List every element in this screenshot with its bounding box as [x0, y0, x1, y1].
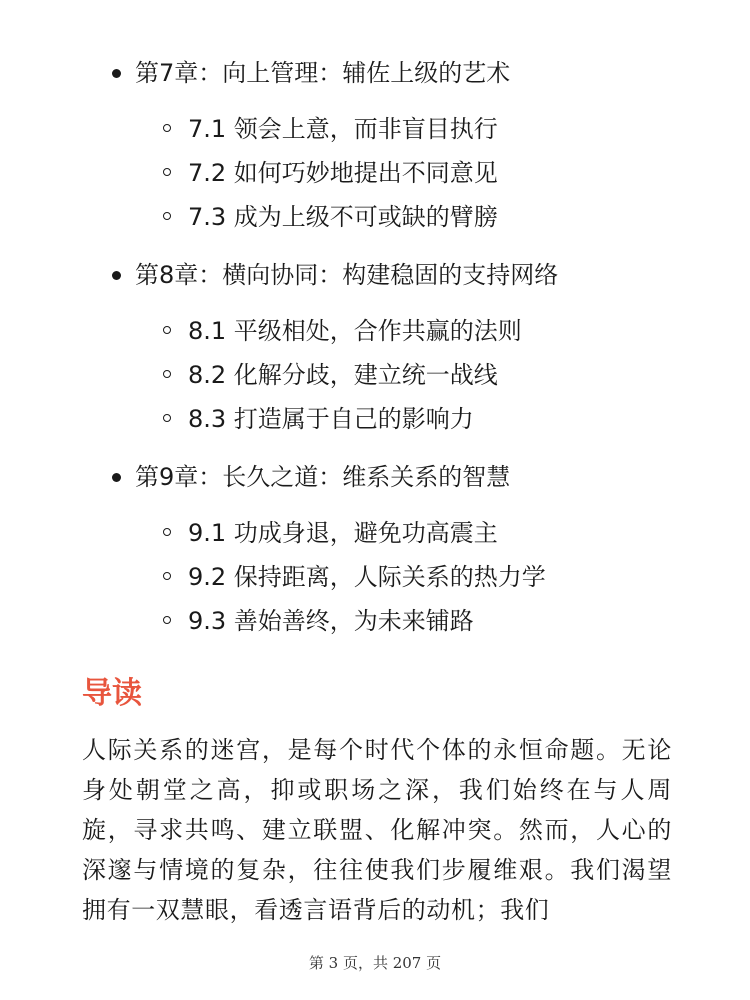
section-title: 7.3 成为上级不可或缺的臂膀 [188, 203, 498, 231]
section-list [0, 107, 750, 239]
section-item [0, 309, 750, 353]
circle-bullet-icon [163, 528, 171, 536]
section-item [0, 151, 750, 195]
chapter-item [0, 254, 750, 296]
circle-bullet-icon [163, 212, 171, 220]
section-title: 8.1 平级相处，合作共赢的法则 [188, 317, 522, 345]
bullet-icon [112, 69, 121, 78]
section-item [0, 397, 750, 441]
chapter-8 [0, 254, 750, 441]
section-list [0, 309, 750, 441]
circle-bullet-icon [163, 370, 171, 378]
circle-bullet-icon [163, 572, 171, 580]
section-title: 9.2 保持距离，人际关系的热力学 [188, 563, 546, 591]
section-title: 8.3 打造属于自己的影响力 [188, 405, 474, 433]
page-number: 第 3 页，共 207 页 [308, 954, 442, 972]
section-item [0, 107, 750, 151]
chapter-title: 第8章：横向协同：构建稳固的支持网络 [135, 261, 559, 289]
circle-bullet-icon [163, 616, 171, 624]
circle-bullet-icon [163, 168, 171, 176]
table-of-contents [0, 52, 750, 658]
chapter-7 [0, 52, 750, 239]
section-title: 9.3 善始善终，为未来铺路 [188, 607, 474, 635]
bullet-icon [112, 473, 121, 482]
section-title: 9.1 功成身退，避免功高震主 [188, 519, 498, 547]
chapter-item [0, 52, 750, 94]
circle-bullet-icon [163, 414, 171, 422]
section-title: 8.2 化解分歧，建立统一战线 [188, 361, 498, 389]
circle-bullet-icon [163, 124, 171, 132]
section-item [0, 555, 750, 599]
circle-bullet-icon [163, 326, 171, 334]
section-item [0, 195, 750, 239]
chapter-9 [0, 456, 750, 643]
section-item [0, 599, 750, 643]
intro-paragraph: 人际关系的迷宫，是每个时代个体的永恒命题。无论身处朝堂之高，抑或职场之深，我们始终在与人周旋，寻求共鸣、建立联盟、化解冲突。然而，人心的深邃与情境的复杂，往往使我们步履维艰。我们渴望拥有一双慧眼，看透言语背后的动机；我们 [82, 736, 672, 924]
section-list [0, 511, 750, 643]
section-item [0, 353, 750, 397]
section-title: 7.2 如何巧妙地提出不同意见 [188, 159, 498, 187]
chapter-title: 第9章：长久之道：维系关系的智慧 [135, 463, 511, 491]
section-title: 7.1 领会上意，而非盲目执行 [188, 115, 498, 143]
chapter-item [0, 456, 750, 498]
section-item [0, 511, 750, 555]
bullet-icon [112, 271, 121, 280]
section-heading: 导读 [82, 676, 142, 711]
chapter-title: 第7章：向上管理：辅佐上级的艺术 [135, 59, 511, 87]
